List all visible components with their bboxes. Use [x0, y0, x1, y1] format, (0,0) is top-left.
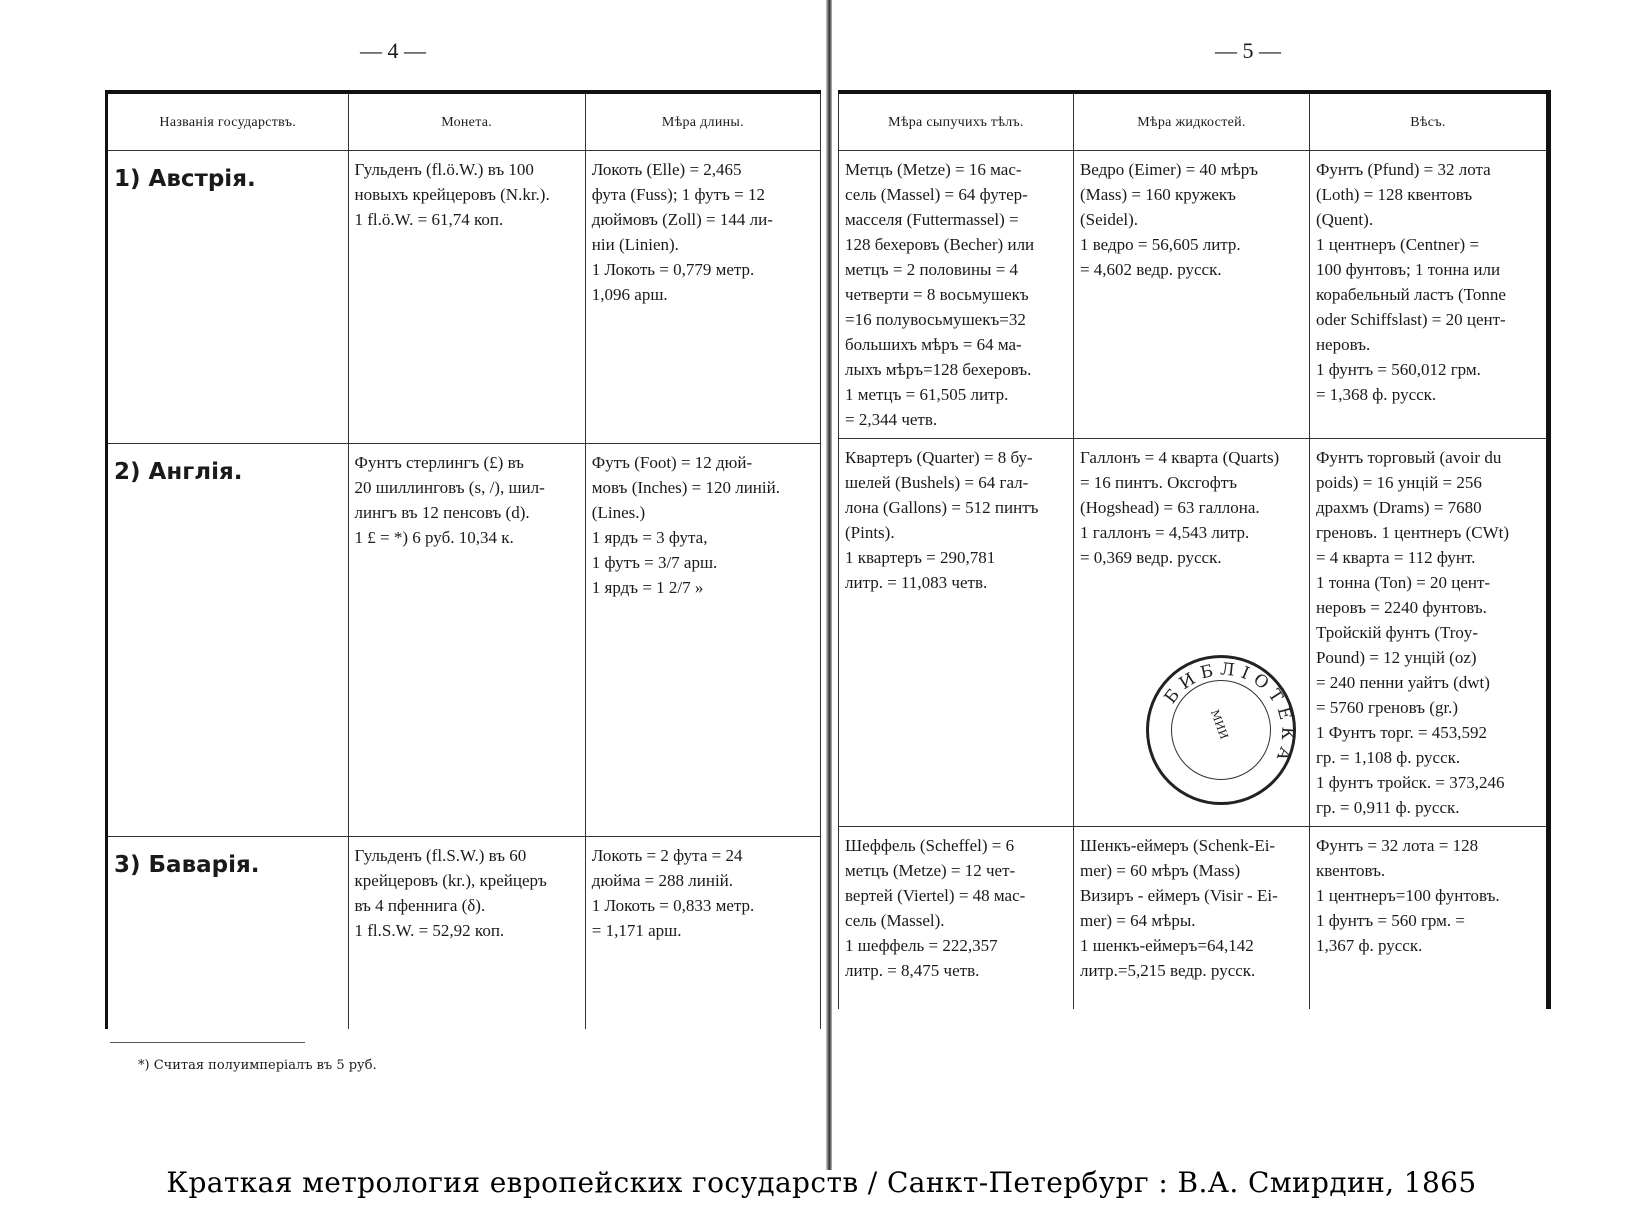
page-number-left: — 4 — [360, 38, 426, 63]
text-line: 100 фунтовъ; 1 тонна или [1315, 260, 1501, 279]
text-line: 1 Локоть = 0,833 метр. [591, 896, 755, 915]
text-line: = 4 кварта = 112 фунт. [1315, 548, 1476, 567]
text-line: четверти = 8 восьмушекъ [845, 285, 1029, 304]
table-row [839, 151, 1549, 439]
text-line: mer) = 64 мѣры. [1079, 911, 1196, 930]
text-line: сель (Massel) = 64 футер- [845, 185, 1028, 204]
text-line: mer) = 60 мѣръ (Mass) [1079, 861, 1241, 880]
header-state: Названія государствъ. [107, 92, 349, 151]
source-caption: Краткая метрология европейских государств / Санкт-Петербург : В.А. Смирдин, 1865 [166, 1166, 1477, 1199]
dry-cell [839, 439, 1074, 827]
text-line: метцъ = 2 половины = 4 [845, 260, 1019, 279]
header-weight: Вѣсъ. [1309, 92, 1548, 151]
text-line: литр. = 11,083 четв. [845, 573, 988, 592]
weight-cell [1309, 827, 1548, 1010]
text-line: = 1,171 арш. [591, 921, 682, 940]
text-line: (Lines.) [591, 503, 646, 522]
text-line: Квартеръ (Quarter) = 8 бу- [845, 448, 1033, 467]
text-line: дюймовъ (Zoll) = 144 ли- [591, 210, 773, 229]
text-line: 1 тонна (Ton) = 20 цент- [1315, 573, 1491, 592]
text-line: oder Schiffslast) = 20 цент- [1315, 310, 1506, 329]
text-line: Галлонъ = 4 кварта (Quarts) [1079, 448, 1280, 467]
length-cell [585, 837, 820, 1030]
text-line: 1 фунтъ = 560,012 грм. [1315, 360, 1481, 379]
text-line: новыхъ крейцеровъ (N.kr.). [354, 185, 550, 204]
text-line: литр.=5,215 ведр. русск. [1079, 961, 1256, 980]
coin-cell [348, 151, 585, 444]
text-line: 1 fl.ö.W. = 61,74 коп. [354, 210, 504, 229]
text-line: (Loth) = 128 квентовъ [1315, 185, 1473, 204]
text-line: лингъ въ 12 пенсовъ (d). [354, 503, 530, 522]
text-line: 1 ярдъ = 1 2/7 » [591, 578, 704, 597]
table-row [107, 837, 821, 1030]
text-line: Локоть (Elle) = 2,465 [591, 160, 742, 179]
text-line: = 1,368 ф. русск. [1315, 385, 1437, 404]
text-line: 1,367 ф. русск. [1315, 936, 1423, 955]
text-line: 1 фунтъ = 560 грм. = [1315, 911, 1466, 930]
text-line: = 5760 греновъ (gr.) [1315, 698, 1459, 717]
text-line: лона (Gallons) = 512 пинтъ [845, 498, 1039, 517]
text-line: 1 £ = *) 6 руб. 10,34 к. [354, 528, 514, 547]
text-line: 1 Локоть = 0,779 метр. [591, 260, 755, 279]
text-line: Футъ (Foot) = 12 дюй- [591, 453, 753, 472]
text-line: Фунтъ торговый (avoir du [1315, 448, 1502, 467]
header-liquid: Мѣра жидкостей. [1073, 92, 1309, 151]
text-line: Фунтъ (Pfund) = 32 лота [1315, 160, 1491, 179]
text-line: = 240 пенни уайтъ (dwt) [1315, 673, 1490, 692]
footnote-rule [110, 1042, 305, 1043]
text-line: Pound) = 12 унцій (oz) [1315, 648, 1477, 667]
right-page-table [838, 90, 1551, 1009]
text-line: 1 fl.S.W. = 52,92 коп. [354, 921, 505, 940]
text-line: Локоть = 2 фута = 24 [591, 846, 743, 865]
liquid-cell [1073, 827, 1309, 1010]
left-page-table [105, 90, 821, 1029]
text-line: = 2,344 четв. [845, 410, 938, 429]
text-line: Ведро (Eimer) = 40 мѣръ [1079, 160, 1259, 179]
book-spine [826, 0, 832, 1170]
text-line: ніи (Linien). [591, 235, 679, 254]
text-line: Фунтъ стерлингъ (£) въ [354, 453, 524, 472]
header-row [107, 92, 821, 151]
text-line: Гульденъ (fl.ö.W.) въ 100 [354, 160, 534, 179]
text-line: Шенкъ-еймеръ (Schenk-Ei- [1079, 836, 1276, 855]
text-line: (Pints). [845, 523, 895, 542]
text-line: 1 футъ = 3/7 арш. [591, 553, 718, 572]
length-cell [585, 444, 820, 837]
text-line: 1 шенкъ-еймеръ=64,142 [1079, 936, 1254, 955]
dry-cell [839, 151, 1074, 439]
state-name: 2) Англія. [107, 444, 349, 837]
footnote: *) Считая полуимперіалъ въ 5 руб. [138, 1058, 377, 1073]
table-row [107, 444, 821, 837]
text-line: Шеффель (Scheffel) = 6 [845, 836, 1015, 855]
table-row [839, 827, 1549, 1010]
text-line: шелей (Bushels) = 64 гал- [845, 473, 1029, 492]
text-line: фута (Fuss); 1 футъ = 12 [591, 185, 765, 204]
text-line: гр. = 1,108 ф. русск. [1315, 748, 1461, 767]
text-line: (Mass) = 160 кружекъ [1079, 185, 1236, 204]
text-line: 1 метцъ = 61,505 литр. [845, 385, 1009, 404]
text-line: Гульденъ (fl.S.W.) въ 60 [354, 846, 527, 865]
table-row [107, 151, 821, 444]
text-line: (Quent). [1315, 210, 1374, 229]
text-line: 1,096 арш. [591, 285, 668, 304]
text-line: литр. = 8,475 четв. [845, 961, 980, 980]
text-line: крейцеровъ (kr.), крейцеръ [354, 871, 547, 890]
text-line: (Seidel). [1079, 210, 1139, 229]
header-length: Мѣра длины. [585, 92, 820, 151]
text-line: 20 шиллинговъ (s, /), шил- [354, 478, 545, 497]
text-line: Тройскій фунтъ (Troy- [1315, 623, 1479, 642]
weight-cell [1309, 439, 1548, 827]
text-line: драхмъ (Drams) = 7680 [1315, 498, 1482, 517]
text-line: 1 квартеръ = 290,781 [845, 548, 996, 567]
text-line: греновъ. 1 центнеръ (CWt) [1315, 523, 1509, 542]
header-coin: Монета. [348, 92, 585, 151]
text-line: 1 центнеръ=100 фунтовъ. [1315, 886, 1500, 905]
text-line: корабельный ластъ (Tonne [1315, 285, 1506, 304]
text-line: 1 ярдъ = 3 фута, [591, 528, 708, 547]
library-stamp [1146, 655, 1296, 805]
text-line: вертей (Viertel) = 48 мас- [845, 886, 1026, 905]
length-cell [585, 151, 820, 444]
text-line: = 0,369 ведр. русск. [1079, 548, 1222, 567]
liquid-cell [1073, 151, 1309, 439]
text-line: мовъ (Inches) = 120 линій. [591, 478, 780, 497]
text-line: 1 ведро = 56,605 литр. [1079, 235, 1241, 254]
text-line: лыхъ мѣръ=128 бехеровъ. [845, 360, 1032, 379]
text-line: большихъ мѣръ = 64 ма- [845, 335, 1022, 354]
text-line: Метцъ (Metze) = 16 мас- [845, 160, 1022, 179]
text-line: сель (Massel). [845, 911, 945, 930]
coin-cell [348, 837, 585, 1030]
text-line: въ 4 пфеннига (δ). [354, 896, 486, 915]
text-line: метцъ (Metze) = 12 чет- [845, 861, 1016, 880]
page-number-right: — 5 — [1215, 38, 1281, 63]
text-line: Визиръ - еймеръ (Visir - Ei- [1079, 886, 1278, 905]
text-line: 128 бехеровъ (Becher) или [845, 235, 1035, 254]
text-line: масселя (Futtermassel) = [845, 210, 1019, 229]
svg-text:БИБЛІОТЕКА: БИБЛІОТЕКА [1160, 659, 1298, 770]
state-name: 1) Австрія. [107, 151, 349, 444]
weight-cell [1309, 151, 1548, 439]
stamp-center-text: МИИ [1207, 707, 1231, 742]
text-line: 1 шеффель = 222,357 [845, 936, 998, 955]
text-line: Фунтъ = 32 лота = 128 [1315, 836, 1479, 855]
text-line: = 4,602 ведр. русск. [1079, 260, 1222, 279]
text-line: дюйма = 288 линій. [591, 871, 734, 890]
header-dry: Мѣра сыпучихъ тѣлъ. [839, 92, 1074, 151]
text-line: (Hogshead) = 63 галлона. [1079, 498, 1260, 517]
state-name: 3) Баварія. [107, 837, 349, 1030]
text-line: гр. = 0,911 ф. русск. [1315, 798, 1460, 817]
text-line: = 16 пинтъ. Оксгофтъ [1079, 473, 1238, 492]
text-line: квентовъ. [1315, 861, 1386, 880]
text-line: 1 галлонъ = 4,543 литр. [1079, 523, 1250, 542]
coin-cell [348, 444, 585, 837]
text-line: 1 Фунтъ торг. = 453,592 [1315, 723, 1488, 742]
text-line: неровъ = 2240 фунтовъ. [1315, 598, 1487, 617]
text-line: 1 фунтъ тройск. = 373,246 [1315, 773, 1505, 792]
text-line: неровъ. [1315, 335, 1371, 354]
header-row [839, 92, 1549, 151]
text-line: poids) = 16 унцій = 256 [1315, 473, 1482, 492]
dry-cell [839, 827, 1074, 1010]
text-line: 1 центнеръ (Centner) = [1315, 235, 1480, 254]
text-line: =16 полувосьмушекъ=32 [845, 310, 1026, 329]
